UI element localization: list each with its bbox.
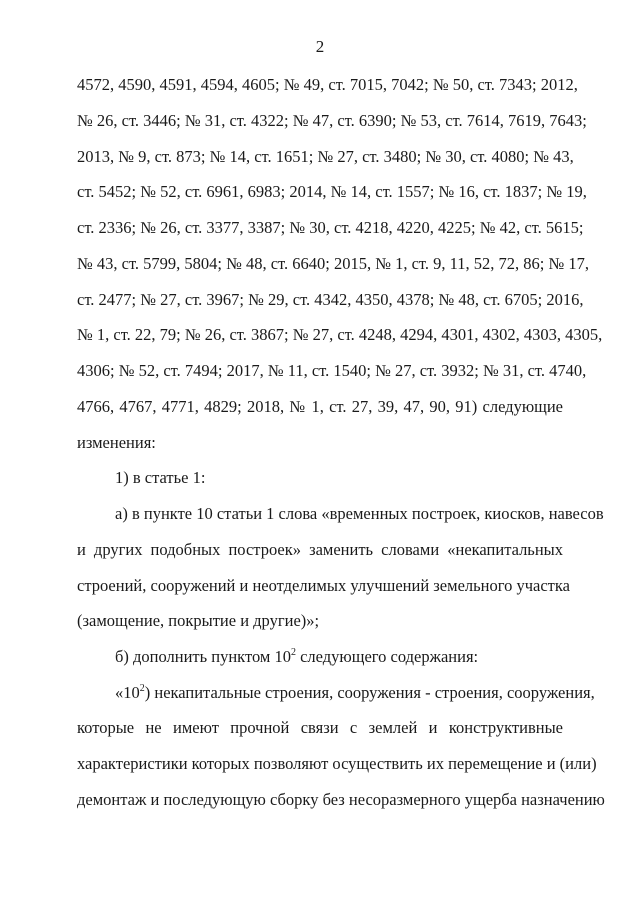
item-b-heading [115,647,563,667]
text-line: № 26, ст. 3446; № 31, ст. 4322; № 47, ст. 6390; № 53, ст. 7614, 7619, 7643; [77,111,587,130]
item-1-heading: 1) в статье 1: [115,468,206,487]
page-number: 2 [315,37,325,56]
item-b-text: следующего содержания: [295,647,479,666]
definition-line: характеристики которых позволяют осуществить их перемещение и (или) [77,754,597,773]
item-a-line: и других подобных построек» заменить словами «некапитальных [77,540,563,559]
item-a-line: (замощение, покрытие и другие)»; [77,611,320,630]
text-line: ст. 2336; № 26, ст. 3377, 3387; № 30, ст. 4218, 4220, 4225; № 42, ст. 5615; [77,218,584,237]
superscript: 2 [139,682,145,694]
superscript: 2 [290,646,296,658]
item-a-line: строений, сооружений и неотделимых улучшений земельного участка [77,576,570,595]
definition-text: «10 [115,683,140,702]
item-a-line: а) в пункте 10 статьи 1 слова «временных построек, киосков, навесов [115,504,604,523]
item-b-text: б) дополнить пунктом 10 [115,647,291,666]
definition-line: которые не имеют прочной связи с землей и конструктивные [77,718,563,737]
text-line: 4572, 4590, 4591, 4594, 4605; № 49, ст. 7015, 7042; № 50, ст. 7343; 2012, [77,75,578,94]
text-line: № 43, ст. 5799, 5804; № 48, ст. 6640; 2015, № 1, ст. 9, 11, 52, 72, 86; № 17, [77,254,589,273]
text-line: 4306; № 52, ст. 7494; 2017, № 11, ст. 1540; № 27, ст. 3932; № 31, ст. 4740, [77,361,587,380]
text-line: 2013, № 9, ст. 873; № 14, ст. 1651; № 27, ст. 3480; № 30, ст. 4080; № 43, [77,147,574,166]
definition-text: ) некапитальные строения, сооружения - строения, сооружения, [144,683,595,702]
definition-line [115,682,595,703]
definition-line: демонтаж и последующую сборку без несоразмерного ущерба назначению [77,790,605,809]
text-line: ст. 5452; № 52, ст. 6961, 6983; 2014, № 14, ст. 1557; № 16, ст. 1837; № 19, [77,182,587,201]
text-line: № 1, ст. 22, 79; № 26, ст. 3867; № 27, ст. 4248, 4294, 4301, 4302, 4303, 4305, [77,325,603,344]
text-line: 4766, 4767, 4771, 4829; 2018, № 1, ст. 27, 39, 47, 90, 91) следующие [77,397,563,416]
text-line: ст. 2477; № 27, ст. 3967; № 29, ст. 4342, 4350, 4378; № 48, ст. 6705; 2016, [77,290,584,309]
text-line: изменения: [77,433,156,452]
